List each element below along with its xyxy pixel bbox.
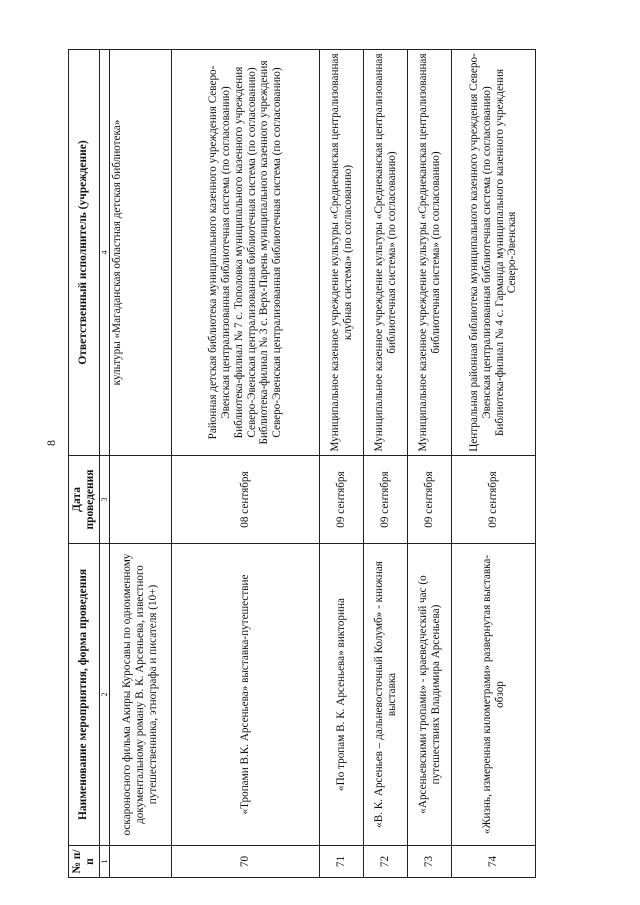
header-num: № п/п (69, 846, 100, 878)
event-responsible (172, 50, 320, 456)
responsible-line: культуры «Магаданская областная детская библиотека» (111, 119, 123, 386)
col-number: 2 (100, 544, 110, 846)
responsible-line: Муниципальное казенное учреждение культуры «Среднеканская централизованная библиотечная система» (по согласованию) (372, 53, 398, 452)
table-row (110, 50, 172, 878)
header-responsible: Ответственный исполнитель (учреждение) (69, 50, 100, 456)
responsible-line: Библиотека-филиал № 7 с. Тополовка муниципального казенного учреждения Северо-Эвенская централизованная библиотечная система (по согласованию) (232, 66, 258, 439)
event-date: 09 сентября (408, 456, 452, 544)
row-num: 71 (320, 846, 364, 878)
responsible-line: Центральная районная библиотека муниципального казенного учреждения Северо-Эвенская централизованная библиотечная система (по согласованию) (467, 53, 493, 452)
row-num: 73 (408, 846, 452, 878)
rotated-table-container (68, 50, 578, 878)
event-responsible (452, 50, 536, 456)
col-number: 4 (100, 50, 110, 456)
header-name: Наименование мероприятия, форма проведения (69, 544, 100, 846)
event-name: «По тропам В. К. Арсеньева» викторина (320, 544, 364, 846)
page-number: 8 (44, 440, 58, 446)
table-row (364, 50, 408, 878)
responsible-line: Районная детская библиотека муниципального казенного учреждения Северо-Эвенская централизованная библиотечная система (по согласованию) (206, 65, 232, 440)
event-date: 09 сентября (320, 456, 364, 544)
header-date: Дата проведения (69, 456, 100, 544)
event-responsible (364, 50, 408, 456)
table-header-row (69, 50, 100, 878)
column-number-row (100, 50, 110, 878)
responsible-line: Муниципальное казенное учреждение культуры «Среднеканская централизованная библиотечная система» (по согласованию) (416, 53, 442, 452)
event-date: 09 сентября (364, 456, 408, 544)
event-name: «Арсеньевскими тропами» - краеведческий час (о путешествиях Владимира Арсеньева) (408, 544, 452, 846)
row-num: 72 (364, 846, 408, 878)
event-name: оскароносного фильма Акиры Куросавы по одноименному документальному роману В. К. Арсеньева, известного путешественника, этнографа и писателя (10+) (110, 544, 172, 846)
col-number: 1 (100, 846, 110, 878)
event-date: 09 сентября (452, 456, 536, 544)
row-num: 70 (172, 846, 320, 878)
table-row (320, 50, 364, 878)
event-name: «Тропами В.К. Арсеньева» выставка-путешествие (172, 544, 320, 846)
responsible-line: Муниципальное казенное учреждение культуры «Среднеканская централизованная клубная система» (по согласованию) (328, 53, 354, 452)
responsible-line: Библиотека-филиал № 4 с. Гарманда муниципального казенного учреждения Северо-Эвенская (493, 68, 519, 437)
responsible-line: Библиотека-филиал № 3 с. Верх-Парень муниципального казенного учреждения Северо-Эвенская централизованная библиотечная система (по согласованию) (258, 60, 284, 445)
event-responsible (408, 50, 452, 456)
event-responsible (320, 50, 364, 456)
events-table (68, 49, 536, 878)
table-row (452, 50, 536, 878)
event-date (110, 456, 172, 544)
event-name: «Жизнь, измеренная километрами» развернутая выставка-обзор (452, 544, 536, 846)
event-name: «В. К. Арсеньев – дальневосточный Колумб» - книжная выставка (364, 544, 408, 846)
row-num (110, 846, 172, 878)
row-num: 74 (452, 846, 536, 878)
col-number: 3 (100, 456, 110, 544)
table-row (408, 50, 452, 878)
table-row (172, 50, 320, 878)
event-date: 08 сентября (172, 456, 320, 544)
event-responsible (110, 50, 172, 456)
